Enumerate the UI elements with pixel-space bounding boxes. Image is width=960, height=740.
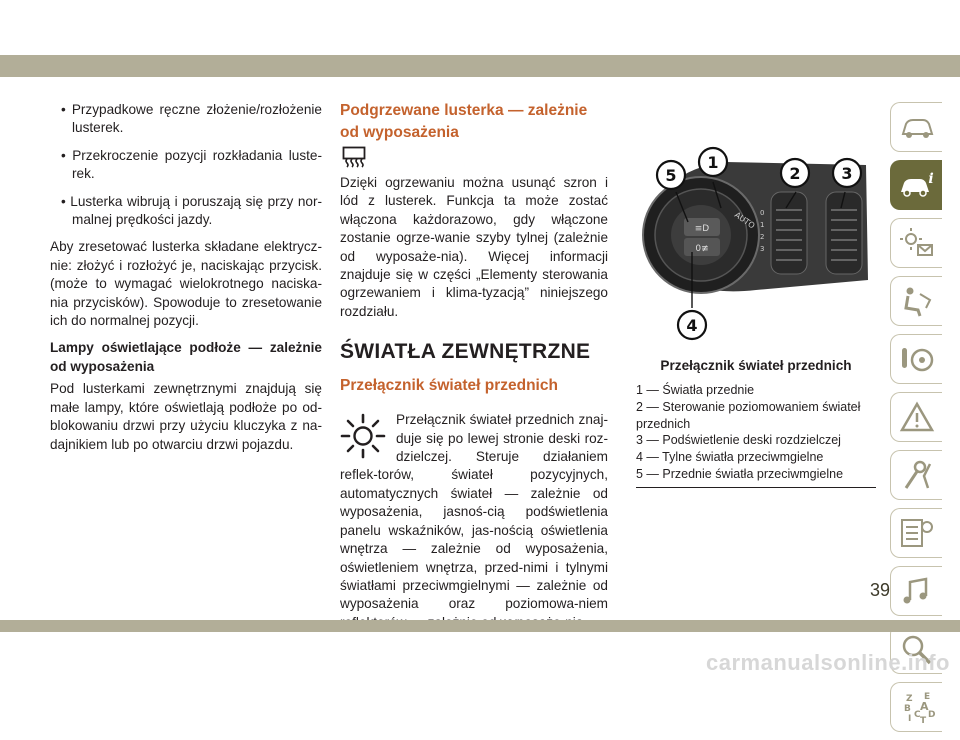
svg-text:Z: Z: [905, 694, 913, 704]
steering-icon: [898, 342, 936, 376]
bullet-exceeded-position: • Przekroczenie pozycji rozkładania luste-rek.: [61, 147, 322, 182]
headlight-switch-illustration: [636, 140, 876, 345]
svg-text:1: 1: [760, 221, 765, 229]
svg-text:5: 5: [665, 166, 677, 185]
callout-1: [699, 148, 727, 176]
service-checklist-icon: [898, 516, 936, 550]
rear-defrost-icon: [342, 146, 366, 168]
tab-tools[interactable]: [890, 450, 942, 500]
svg-text:E: E: [923, 692, 930, 702]
bullet-accidental-fold: • Przypadkowe ręczne złożenie/rozłożenie lusterek.: [61, 102, 322, 136]
lamps-heading: Lampy oświetlające podłoże — zależnie od wyposażenia: [50, 340, 322, 374]
svg-text:C: C: [913, 710, 921, 720]
switch-heading: Przełącznik świateł przednich: [340, 377, 558, 395]
chapter-sidebar: [890, 102, 950, 740]
airbag-seat-icon: [898, 284, 936, 318]
tab-multimedia[interactable]: [890, 566, 942, 616]
svg-text:1: 1: [707, 153, 719, 172]
tab-steering[interactable]: [890, 334, 942, 384]
tab-dashboard-lights[interactable]: [890, 218, 942, 268]
legend-item: 2 — Sterowanie poziomowaniem świateł przednich: [636, 399, 861, 431]
svg-text:A: A: [919, 700, 929, 713]
tab-airbag-seat[interactable]: [890, 276, 942, 326]
alphabet-index-icon: [898, 690, 936, 724]
svg-text:2: 2: [789, 164, 801, 183]
legend-item: 1 — Światła przednie: [636, 383, 755, 397]
warning-icon: [898, 400, 936, 434]
tab-car[interactable]: [890, 102, 942, 152]
svg-text:D: D: [927, 710, 935, 720]
svg-text:T: T: [919, 716, 926, 726]
svg-text:3: 3: [760, 245, 765, 253]
left-column: [50, 101, 322, 463]
lamps-paragraph: Pod lusterkami zewnętrznymi znajdują się małe lampy, które oświetlają podłoże po od-blokowaniu drzwi przy użyciu kluczyka z na-dajnikiem lub po otwarciu drzwi pojazdu.: [50, 381, 322, 452]
heated-mirrors-heading: Podgrzewane lusterka — zależnie od wyposażenia: [340, 102, 588, 141]
auto-label: AUTO: [732, 210, 757, 231]
bullet-vibration: • Lusterka wibrują i poruszają się przy nor-malnej prędkości jazdy.: [61, 193, 322, 228]
svg-text:4: 4: [686, 316, 698, 335]
middle-column: [340, 100, 608, 632]
svg-text:I: I: [907, 714, 911, 724]
page-number: 39: [869, 580, 890, 600]
headlight-icon: [340, 413, 386, 459]
tab-service[interactable]: [890, 508, 942, 558]
tools-icon: [898, 458, 936, 492]
headlight-switch-figure: [636, 140, 876, 345]
svg-text:i: i: [927, 171, 934, 187]
multimedia-icon: [898, 574, 936, 608]
svg-text:B: B: [903, 704, 911, 714]
svg-text:0: 0: [760, 209, 765, 217]
figure-column: [636, 140, 876, 488]
tab-warning[interactable]: [890, 392, 942, 442]
switch-paragraph: Przełącznik świateł przednich znaj-duje się po lewej stronie deski roz-dzielczej. Steruje działaniem reflek-torów, świateł pozycyjnych, automatycznych świateł — zależnie od wyposażenia, jasnoś-cią podświetlenia panelu wskaźników, jas-nością oświetlenia wnętrza — zależnie od wyposażenia, oświetleniem wnętrza, przed-nimi i tylnymi światłami przeciwmgielnymi — zależnie od wyposażenia oraz poziomowa-niem: [340, 412, 608, 612]
legend-item: 5 — Przednie światła przeciwmgielne: [636, 466, 844, 481]
top-band: [0, 55, 960, 77]
figure-legend: [636, 382, 876, 488]
bottom-band: [0, 620, 960, 632]
svg-text:3: 3: [841, 164, 853, 183]
legend-item: 4 — Tylne światła przeciwmgielne: [636, 450, 824, 465]
callout-3: [833, 159, 861, 187]
car-info-icon: [898, 168, 936, 202]
heated-mirrors-paragraph: Dzięki ogrzewaniu można usunąć szron i lód z lusterek. Funkcja ta może zostać włączona każdorazowo, gdy włączone zostanie ogrze-wanie szyby tylnej (zależnie od wyposaże-nia). Więcej informacji znajduje się w części „Elementy sterowania ogrzewaniem i klima-tyzacją” niniejszego rozdziału.: [340, 175, 608, 319]
car-icon: [898, 110, 936, 144]
svg-text:0≢: 0≢: [695, 244, 709, 254]
callout-4: [678, 311, 706, 339]
callout-5: [657, 161, 685, 189]
svg-text:≡D: ≡D: [694, 224, 710, 234]
tab-index[interactable]: [890, 682, 942, 732]
reset-paragraph: Aby zresetować lusterka składane elektrycz-nie: złożyć i rozłożyć je, naciskając przycisk. (może to wymagać wielokrotnego naciska-nia przycisków). Spowoduje to zresetowanie ich do normalnej pozycji.: [50, 239, 322, 329]
dashboard-lights-icon: [898, 226, 936, 260]
dimmer-dial: [826, 192, 862, 274]
callout-2: [781, 159, 809, 187]
legend-item: 3 — Podświetlenie deski rozdzielczej: [636, 433, 841, 448]
figure-caption: Przełącznik świateł przednich: [660, 358, 852, 373]
svg-text:2: 2: [760, 233, 765, 241]
watermark: carmanualsonline.info: [706, 650, 950, 675]
section-title: ŚWIATŁA ZEWNĘTRZNE: [340, 340, 591, 364]
tab-car-info[interactable]: [890, 160, 942, 210]
